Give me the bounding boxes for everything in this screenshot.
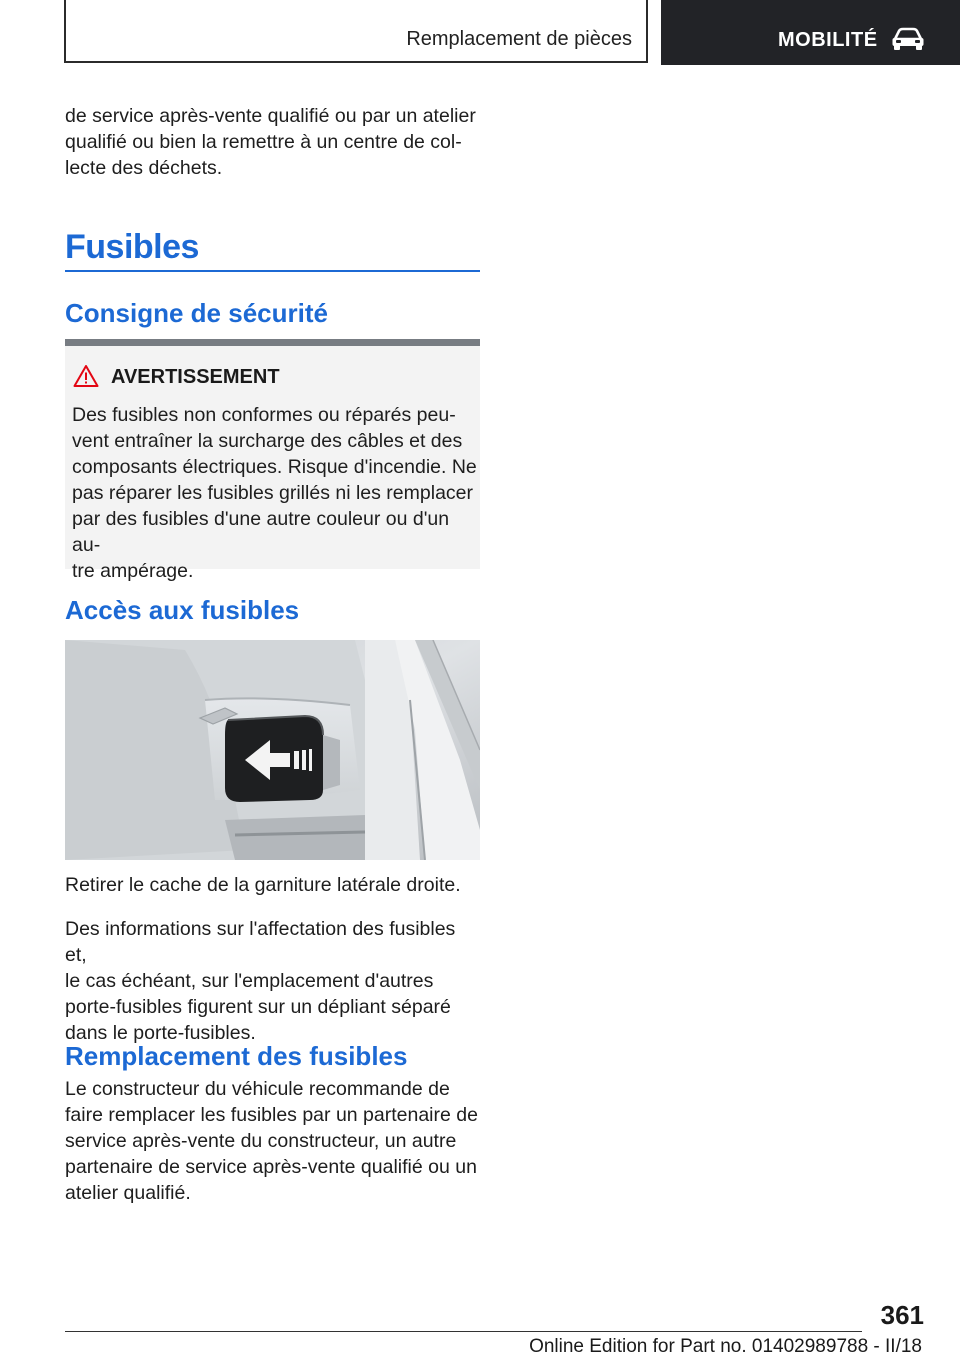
warning-text — [72, 402, 477, 584]
replace-line: atelier qualifié. — [65, 1182, 191, 1204]
footer-rule — [65, 1331, 862, 1332]
intro-line: de service après-vente qualifié ou par un atelier — [65, 105, 476, 127]
info-line: porte-fusibles figurent sur un dépliant séparé — [65, 996, 451, 1018]
access-caption-block — [65, 872, 480, 898]
fuse-cover-photo — [65, 640, 480, 860]
section-title-rule — [65, 270, 480, 272]
warning-line: composants électriques. Risque d'incendie. Ne — [72, 456, 477, 478]
replace-line: partenaire de service après-vente qualifié ou un — [65, 1156, 477, 1178]
access-info-paragraph — [65, 916, 480, 1046]
intro-line: qualifié ou bien la remettre à un centre de col- — [65, 131, 462, 153]
replace-line: faire remplacer les fusibles par un partenaire de — [65, 1104, 478, 1126]
warning-line: vent entraîner la surcharge des câbles et des — [72, 430, 463, 452]
header-section-box — [64, 0, 648, 63]
replace-paragraph — [65, 1076, 480, 1206]
warning-triangle-icon — [73, 364, 99, 388]
warning-line: pas réparer les fusibles grillés ni les remplacer — [72, 482, 473, 504]
info-line: Des informations sur l'affectation des fusibles et, — [65, 918, 456, 966]
warning-label: AVERTISSEMENT — [111, 366, 280, 388]
car-icon — [891, 26, 925, 52]
section-title: Fusibles — [65, 228, 199, 266]
safety-heading: Consigne de sécurité — [65, 298, 328, 328]
footer-edition: Online Edition for Part no. 01402989788 - II/18 — [529, 1336, 922, 1357]
replace-line: Le constructeur du véhicule recommande de — [65, 1078, 450, 1100]
warning-line: par des fusibles d'une autre couleur ou d'un au- — [72, 508, 450, 556]
intro-paragraph — [65, 103, 480, 181]
warning-line: Des fusibles non conformes ou réparés peu- — [72, 404, 456, 426]
access-heading: Accès aux fusibles — [65, 595, 300, 625]
warning-box — [65, 339, 480, 582]
header-chapter-title: MOBILITÉ — [778, 29, 878, 51]
warning-line: tre ampérage. — [72, 560, 194, 582]
intro-line: lecte des déchets. — [65, 157, 223, 179]
info-line: le cas échéant, sur l'emplacement d'autres — [65, 970, 434, 992]
replace-line: service après-vente du constructeur, un autre — [65, 1130, 457, 1152]
photo-caption: Retirer le cache de la garniture latérale droite. — [65, 874, 461, 896]
header-chapter-box — [661, 0, 960, 65]
header-section-title: Remplacement de pièces — [406, 28, 632, 50]
page-number: 361 — [880, 1300, 924, 1330]
replace-heading: Remplacement des fusibles — [65, 1041, 408, 1071]
info-line: dans le porte-fusibles. — [65, 1022, 256, 1044]
